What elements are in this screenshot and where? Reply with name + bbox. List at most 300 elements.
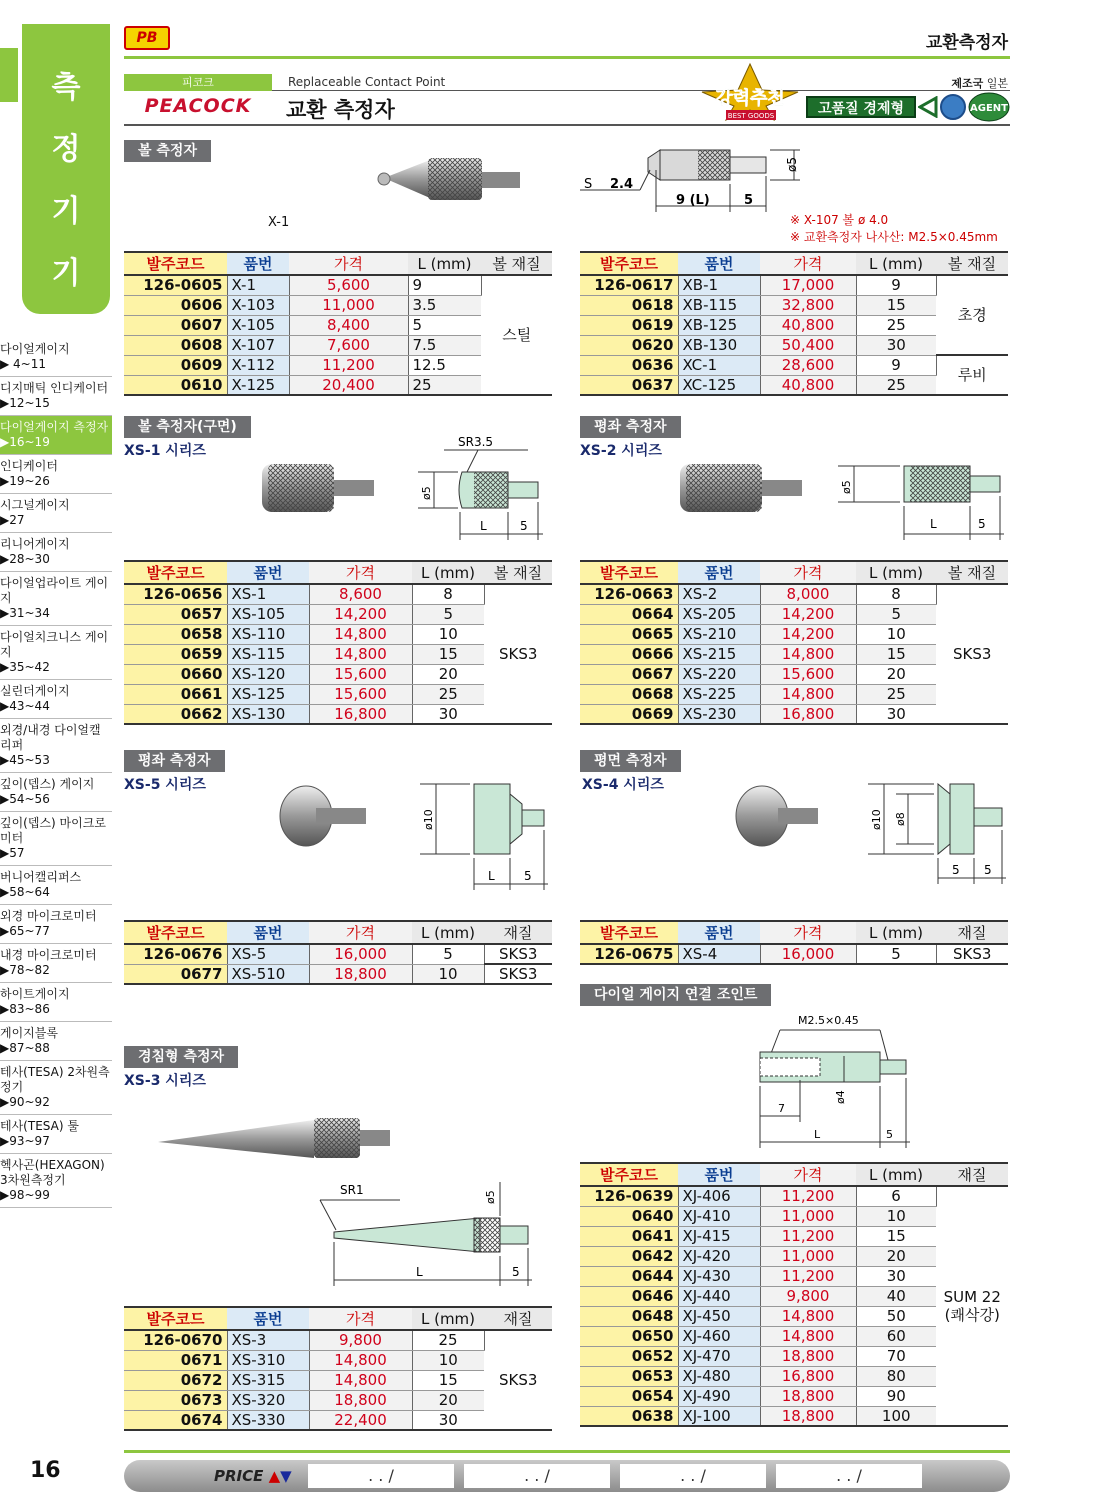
agent-badge — [968, 92, 1010, 122]
origin-value: 일본 — [986, 77, 1008, 90]
dim-dia-label: ø5 — [785, 157, 799, 172]
length-cell: 25 — [412, 1330, 484, 1350]
sidebar-item-pages: ▶93~97 — [0, 1134, 50, 1148]
dim-sr-label: SR3.5 — [458, 435, 494, 449]
material-text: 스틸 — [502, 326, 532, 344]
part-number-cell: XS-1 — [227, 584, 309, 604]
dim-sr-label: SR1 — [340, 1183, 364, 1197]
col-material: 재질 — [484, 921, 552, 944]
price-cell: 40,800 — [760, 315, 856, 335]
order-code-cell: 0665 — [580, 624, 678, 644]
col-ball-material: 볼 재질 — [481, 252, 552, 275]
sidebar-item[interactable] — [0, 719, 112, 773]
section-label-flat-xs2: 평좌 측정자 — [580, 416, 681, 438]
xs5-table — [124, 920, 552, 985]
order-code-cell: 0653 — [580, 1366, 678, 1386]
col-code: 발주코드 — [580, 1163, 678, 1186]
price-bar-label — [214, 1467, 292, 1485]
col-part: 품번 — [678, 561, 760, 584]
sidebar-item-label: 다이얼치크니스 게이지 — [0, 630, 109, 659]
order-code-cell: 0606 — [124, 295, 227, 315]
col-code: 발주코드 — [124, 561, 227, 584]
col-length: L (mm) — [412, 561, 484, 584]
dim-L-label: L — [814, 1128, 821, 1141]
price-slot[interactable]: . . / — [620, 1464, 766, 1488]
length-cell: 30 — [856, 335, 936, 355]
sidebar-item[interactable] — [0, 983, 112, 1022]
part-number-cell: X-107 — [227, 335, 289, 355]
price-label-text: PRICE — [214, 1467, 264, 1485]
xs1-table — [124, 560, 552, 725]
sidebar-item[interactable] — [0, 905, 112, 944]
order-code-cell: 0677 — [124, 964, 227, 984]
price-cell: 8,000 — [760, 584, 856, 604]
table-row — [580, 944, 1008, 964]
badge-best-text: BEST GOODS — [727, 112, 775, 120]
sidebar-item-pages: ▶65~77 — [0, 924, 50, 938]
price-cell: 18,800 — [309, 964, 412, 984]
dim-dia-label: ø5 — [484, 1190, 497, 1204]
material-text: 초경 — [957, 306, 987, 324]
sidebar-item[interactable] — [0, 1022, 112, 1061]
price-cell: 16,800 — [309, 704, 412, 724]
sidebar-item[interactable] — [0, 572, 112, 626]
xs3-dimension-diagram — [310, 1180, 550, 1290]
dim-L-label: L — [488, 869, 495, 883]
price-cell: 5,600 — [289, 275, 408, 295]
length-cell: 9 — [408, 275, 481, 295]
order-code-cell: 0662 — [124, 704, 227, 724]
length-cell: 25 — [856, 684, 936, 704]
price-cell: 14,200 — [760, 624, 856, 644]
price-cell: 14,800 — [309, 644, 412, 664]
order-code-cell: 0641 — [580, 1226, 678, 1246]
dim-L-label: 9 (L) — [676, 193, 710, 208]
order-code-cell: 0648 — [580, 1306, 678, 1326]
sidebar-item-label: 리니어게이지 — [0, 537, 70, 551]
order-code-cell: 0671 — [124, 1350, 227, 1370]
length-cell: 10 — [856, 624, 936, 644]
col-part: 품번 — [227, 561, 309, 584]
price-cell: 17,000 — [760, 275, 856, 295]
order-code-cell: 0664 — [580, 604, 678, 624]
dim-dia-label: ø5 — [840, 480, 853, 494]
col-length: L (mm) — [856, 561, 936, 584]
ball-image-caption: X-1 — [268, 215, 290, 230]
price-cell: 9,800 — [309, 1330, 412, 1350]
sidebar-item-label: 다이얼업라이트 게이지 — [0, 576, 109, 605]
sidebar-item-pages: ▶28~30 — [0, 552, 50, 566]
sidebar-item-pages: ▶58~64 — [0, 885, 50, 899]
sidebar-category-char: 기 — [51, 256, 81, 291]
length-cell: 15 — [412, 644, 484, 664]
order-code-cell: 126-0656 — [124, 584, 227, 604]
price-cell: 18,800 — [760, 1406, 856, 1426]
sidebar-item-pages: ▶31~34 — [0, 606, 50, 620]
xs5-dimension-diagram — [420, 778, 555, 890]
dim-L-label: L — [480, 519, 487, 533]
sidebar-item-label: 외경/내경 다이얼캘리퍼 — [0, 723, 101, 752]
price-cell: 14,800 — [309, 624, 412, 644]
part-number-cell: XS-5 — [227, 944, 309, 964]
col-price: 가격 — [289, 252, 408, 275]
part-number-cell: XJ-420 — [678, 1246, 760, 1266]
brand-name-korean: 피코크 — [124, 74, 272, 91]
down-arrow-icon: ▼ — [280, 1467, 292, 1485]
series-xs3: XS-3 시리즈 — [124, 1073, 206, 1089]
part-number-cell: XJ-450 — [678, 1306, 760, 1326]
length-cell: 8 — [412, 584, 484, 604]
length-cell: 50 — [856, 1306, 936, 1326]
sidebar-item-label: 내경 마이크로미터 — [0, 948, 97, 962]
xs3-contact-image — [154, 1110, 394, 1160]
length-cell: 15 — [412, 1370, 484, 1390]
part-number-cell: XS-2 — [678, 584, 760, 604]
origin-label: 제조국 — [951, 77, 984, 90]
part-number-cell: XS-230 — [678, 704, 760, 724]
sidebar-item[interactable] — [0, 533, 112, 572]
order-code-cell: 0608 — [124, 335, 227, 355]
sidebar-accent-stripe — [0, 48, 18, 102]
high-quality-badge: 고품질 경제형 — [806, 96, 916, 118]
sidebar-item-label: 디지매틱 인디케이터 — [0, 381, 109, 395]
material-cell — [936, 275, 1008, 355]
length-cell: 25 — [408, 375, 481, 395]
part-number-cell: XS-205 — [678, 604, 760, 624]
part-number-cell: XB-130 — [678, 335, 760, 355]
order-code-cell: 0650 — [580, 1326, 678, 1346]
col-part: 품번 — [227, 1307, 309, 1330]
length-cell: 5 — [856, 944, 936, 964]
product-subtitle-english: Replaceable Contact Point — [288, 75, 446, 89]
price-cell: 14,800 — [309, 1370, 412, 1390]
length-cell: 60 — [856, 1326, 936, 1346]
order-code-cell: 0610 — [124, 375, 227, 395]
sidebar-item-pages: ▶12~15 — [0, 396, 50, 410]
price-cell: 8,400 — [289, 315, 408, 335]
sidebar-item[interactable] — [0, 377, 112, 416]
sidebar-item-label: 외경 마이크로미터 — [0, 909, 97, 923]
price-cell: 11,000 — [760, 1206, 856, 1226]
order-code-cell: 0637 — [580, 375, 678, 395]
material-cell: SKS3 — [484, 944, 552, 964]
length-cell: 5 — [856, 604, 936, 624]
part-number-cell: XJ-100 — [678, 1406, 760, 1426]
price-cell: 40,800 — [760, 375, 856, 395]
dim-5-label: 5 — [512, 1265, 520, 1279]
order-code-cell: 0640 — [580, 1206, 678, 1226]
col-ball-material: 볼 재질 — [936, 561, 1008, 584]
price-cell: 18,800 — [760, 1386, 856, 1406]
xs2-table — [580, 560, 1008, 725]
col-length: L (mm) — [856, 252, 936, 275]
part-number-cell: XC-1 — [678, 355, 760, 375]
section-label-needle: 경침형 측정자 — [124, 1046, 238, 1068]
price-cell: 8,600 — [309, 584, 412, 604]
col-part: 품번 — [678, 252, 760, 275]
sidebar-item[interactable] — [0, 338, 112, 377]
col-code: 발주코드 — [580, 252, 678, 275]
sidebar-item-pages: ▶35~42 — [0, 660, 50, 674]
length-cell: 30 — [412, 1410, 484, 1430]
price-slot[interactable]: . . / — [776, 1464, 922, 1488]
col-code: 발주코드 — [124, 1307, 227, 1330]
country-of-origin — [951, 75, 1008, 91]
price-cell: 18,800 — [309, 1390, 412, 1410]
sidebar-item-label: 헥사곤(HEXAGON) 3차원측정기 — [0, 1158, 105, 1187]
col-part: 품번 — [227, 252, 289, 275]
col-code: 발주코드 — [580, 561, 678, 584]
material-text: SKS3 — [953, 645, 992, 663]
order-code-cell: 126-0605 — [124, 275, 227, 295]
col-price: 가격 — [309, 561, 412, 584]
length-cell: 20 — [412, 1390, 484, 1410]
length-cell: 10 — [412, 964, 484, 984]
price-cell: 14,200 — [309, 604, 412, 624]
sidebar-item-label: 인디케이터 — [0, 459, 58, 473]
sidebar-item[interactable] — [0, 626, 112, 680]
price-cell: 7,600 — [289, 335, 408, 355]
part-number-cell: XB-1 — [678, 275, 760, 295]
sidebar-item[interactable] — [0, 1154, 112, 1208]
material-cell — [481, 275, 552, 395]
sidebar-item[interactable] — [0, 1115, 112, 1154]
xs1-contact-image — [258, 458, 378, 518]
dim-5-label: 5 — [886, 1128, 893, 1141]
material-text: 루비 — [957, 366, 987, 384]
dim-dia10-label: ø10 — [870, 809, 883, 830]
sidebar-item-pages: ▶19~26 — [0, 474, 50, 488]
ball-note-2: ※ 교환측정자 나사산: M2.5×0.45mm — [790, 230, 998, 244]
col-ball-material: 볼 재질 — [484, 561, 552, 584]
header-rule — [124, 56, 1010, 59]
order-code-cell: 0620 — [580, 335, 678, 355]
section-label-flat-xs5: 평좌 측정자 — [124, 750, 225, 772]
ball-note-1: ※ X-107 볼 ø 4.0 — [790, 213, 889, 227]
col-price: 가격 — [760, 561, 856, 584]
part-number-cell: XS-330 — [227, 1410, 309, 1430]
length-cell: 90 — [856, 1386, 936, 1406]
order-code-cell: 126-0670 — [124, 1330, 227, 1350]
part-number-cell: XS-315 — [227, 1370, 309, 1390]
part-number-cell: XS-3 — [227, 1330, 309, 1350]
order-code-cell: 126-0675 — [580, 944, 678, 964]
order-code-cell: 126-0639 — [580, 1186, 678, 1206]
length-cell: 30 — [412, 704, 484, 724]
sidebar-item[interactable] — [0, 944, 112, 983]
sidebar-item[interactable] — [0, 773, 112, 812]
length-cell: 80 — [856, 1366, 936, 1386]
section-label-joint: 다이얼 게이지 연결 조인트 — [580, 984, 771, 1006]
order-code-cell: 0654 — [580, 1386, 678, 1406]
series-xs4: XS-4 시리즈 — [582, 777, 664, 793]
price-cell: 50,400 — [760, 335, 856, 355]
part-number-cell: XS-510 — [227, 964, 309, 984]
part-number-cell: XJ-410 — [678, 1206, 760, 1226]
material-cell — [936, 1186, 1008, 1426]
sidebar-item[interactable] — [0, 416, 112, 455]
table-row — [124, 1330, 552, 1350]
sidebar-item-label: 하이트게이지 — [0, 987, 70, 1001]
order-code-cell: 0660 — [124, 664, 227, 684]
dim-thread-label: M2.5×0.45 — [798, 1014, 859, 1027]
series-xs1: XS-1 시리즈 — [124, 443, 206, 459]
price-cell: 11,200 — [760, 1226, 856, 1246]
price-cell: 11,200 — [760, 1266, 856, 1286]
order-code-cell: 0644 — [580, 1266, 678, 1286]
sidebar-item[interactable] — [0, 494, 112, 533]
table-row — [124, 275, 552, 295]
dim-L-label: L — [416, 1265, 423, 1279]
order-code-cell: 126-0676 — [124, 944, 227, 964]
dim-5-label: 5 — [520, 519, 528, 533]
part-number-cell: XS-320 — [227, 1390, 309, 1410]
xs2-dimension-diagram — [838, 458, 1008, 540]
order-code-cell: 0618 — [580, 295, 678, 315]
length-cell: 6 — [856, 1186, 936, 1206]
order-code-cell: 0646 — [580, 1286, 678, 1306]
price-cell: 14,800 — [760, 1306, 856, 1326]
col-price: 가격 — [760, 1163, 856, 1186]
material-text: SKS3 — [499, 1371, 538, 1389]
col-ball-material: 볼 재질 — [936, 252, 1008, 275]
sidebar-item-label: 실린더게이지 — [0, 684, 70, 698]
order-code-cell: 0607 — [124, 315, 227, 335]
dim-sphere-label: S — [584, 177, 593, 192]
part-number-cell: XS-220 — [678, 664, 760, 684]
ball-table-left — [124, 251, 552, 396]
sidebar-item-label: 다이얼게이지 — [0, 342, 70, 356]
part-number-cell: XJ-430 — [678, 1266, 760, 1286]
dim-dia8-label: ø8 — [894, 812, 907, 826]
table-row — [580, 355, 1008, 375]
price-slot[interactable]: . . / — [464, 1464, 610, 1488]
col-material: 재질 — [484, 1307, 552, 1330]
length-cell: 100 — [856, 1406, 936, 1426]
part-number-cell: XJ-440 — [678, 1286, 760, 1306]
length-cell: 8 — [856, 584, 936, 604]
part-number-cell: XC-125 — [678, 375, 760, 395]
length-cell: 10 — [856, 1206, 936, 1226]
sidebar-item-label: 게이지블록 — [0, 1026, 58, 1040]
series-xs2: XS-2 시리즈 — [580, 443, 662, 459]
part-number-cell: XS-110 — [227, 624, 309, 644]
price-cell: 11,200 — [760, 1186, 856, 1206]
order-code-cell: 0642 — [580, 1246, 678, 1266]
sidebar-nav — [0, 338, 112, 1208]
dim-5-label: 5 — [524, 869, 532, 883]
col-length: L (mm) — [856, 1163, 936, 1186]
col-length: L (mm) — [412, 921, 484, 944]
col-price: 가격 — [760, 921, 856, 944]
length-cell: 10 — [412, 624, 484, 644]
material-cell — [484, 584, 552, 724]
price-cell: 15,600 — [309, 684, 412, 704]
material-text: SUM 22 — [943, 1288, 1001, 1306]
price-cell: 22,400 — [309, 1410, 412, 1430]
table-row — [580, 275, 1008, 295]
part-number-cell: X-103 — [227, 295, 289, 315]
section-label-ball-curved: 볼 측정자(구면) — [124, 416, 251, 438]
xs3-table — [124, 1306, 552, 1431]
dim-dia-label: ø10 — [422, 809, 435, 830]
chevron-left-icon — [918, 96, 938, 118]
sidebar-item-pages: ▶16~19 — [0, 435, 50, 449]
price-cell: 15,600 — [760, 664, 856, 684]
sidebar-item-pages: ▶57 — [0, 846, 25, 860]
price-slot[interactable]: . . / — [308, 1464, 454, 1488]
order-code-cell: 0657 — [124, 604, 227, 624]
material-text: (쾌삭강) — [944, 1306, 1000, 1324]
dim-dia-label: ø5 — [420, 486, 433, 500]
length-cell: 5 — [412, 604, 484, 624]
up-arrow-icon: ▲ — [268, 1467, 281, 1485]
order-code-cell: 0619 — [580, 315, 678, 335]
sidebar-item-pages: ▶27 — [0, 513, 25, 527]
sidebar-item-label: 깊이(뎁스) 게이지 — [0, 777, 95, 791]
col-length: L (mm) — [408, 252, 481, 275]
quality-mark-icon — [940, 94, 966, 120]
order-code-cell: 0674 — [124, 1410, 227, 1430]
order-code-cell: 126-0617 — [580, 275, 678, 295]
sidebar-item[interactable] — [0, 1061, 112, 1115]
sidebar-item-pages: ▶78~82 — [0, 963, 50, 977]
page-title: 교환측정자 — [925, 33, 1008, 53]
length-cell: 25 — [856, 315, 936, 335]
brand-box — [124, 74, 272, 124]
material-cell — [936, 584, 1008, 724]
material-cell — [484, 1330, 552, 1430]
xs2-contact-image — [676, 458, 806, 518]
part-number-cell: XB-115 — [678, 295, 760, 315]
sidebar-item[interactable] — [0, 812, 112, 866]
part-number-cell: X-125 — [227, 375, 289, 395]
part-number-cell: XS-310 — [227, 1350, 309, 1370]
length-cell: 70 — [856, 1346, 936, 1366]
length-cell: 25 — [856, 375, 936, 395]
order-code-cell: 0668 — [580, 684, 678, 704]
ball-table-right — [580, 251, 1008, 396]
part-number-cell: XS-120 — [227, 664, 309, 684]
price-cell: 16,000 — [760, 944, 856, 964]
dim-sphere-value: 2.4 — [610, 177, 634, 192]
sidebar-item-label: 테사(TESA) 툴 — [0, 1119, 79, 1133]
part-number-cell: X-105 — [227, 315, 289, 335]
ball-dimension-diagram — [580, 140, 810, 220]
price-cell: 18,800 — [760, 1346, 856, 1366]
col-material: 재질 — [936, 921, 1008, 944]
page-number: 16 — [30, 1458, 61, 1483]
ball-contact-image — [370, 150, 530, 210]
sidebar-item-pages: ▶54~56 — [0, 792, 50, 806]
dim-5a-label: 5 — [952, 863, 960, 877]
joint-dimension-diagram — [740, 1010, 920, 1158]
dim-5-label: 5 — [978, 517, 986, 531]
agent-badge-text: AGENT — [970, 103, 1008, 114]
length-cell: 30 — [856, 704, 936, 724]
length-cell: 12.5 — [408, 355, 481, 375]
order-code-cell: 0672 — [124, 1370, 227, 1390]
part-number-cell: XS-225 — [678, 684, 760, 704]
part-number-cell: XJ-480 — [678, 1366, 760, 1386]
sidebar-item[interactable] — [0, 866, 112, 905]
sidebar-item[interactable] — [0, 680, 112, 719]
sidebar-item-pages: ▶83~86 — [0, 1002, 50, 1016]
col-part: 품번 — [227, 921, 309, 944]
section-label-face-xs4: 평면 측정자 — [580, 750, 681, 772]
sidebar-item[interactable] — [0, 455, 112, 494]
xs1-dimension-diagram — [418, 430, 553, 540]
